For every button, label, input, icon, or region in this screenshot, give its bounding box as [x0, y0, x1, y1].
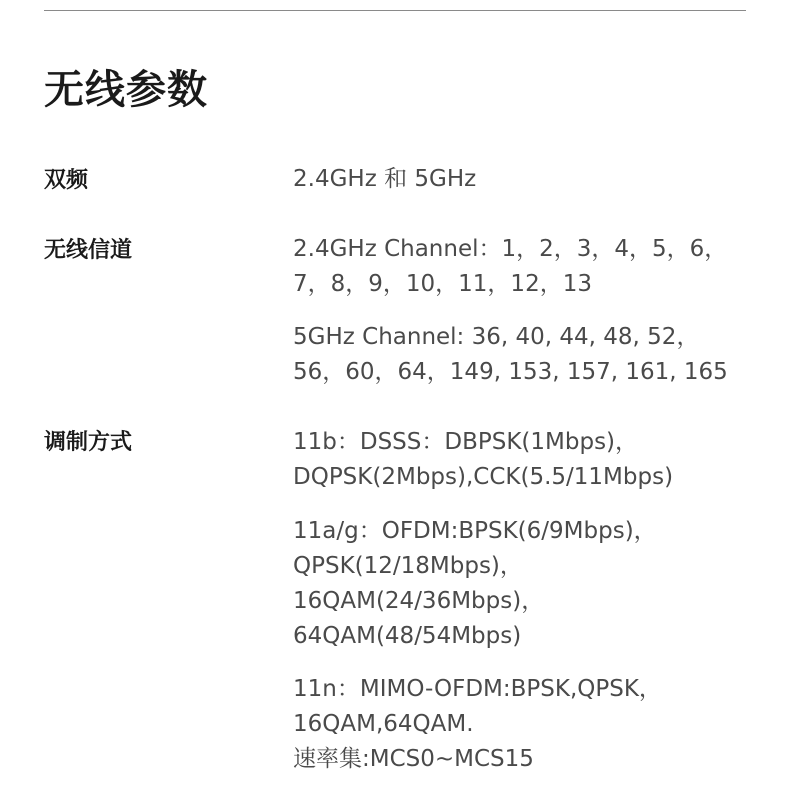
section-title: 无线参数 — [44, 67, 208, 113]
spec-value-modulation-11ag: 11a/g：OFDM:BPSK(6/9Mbps)， QPSK(12/18Mbps)， 16QAM(24/36Mbps)， 64QAM(48/54Mbps) — [293, 518, 657, 649]
spec-value-channel-2g: 2.4GHz Channel：1，2，3，4，5，6， 7，8，9，10，11，12，13 — [293, 236, 728, 297]
spec-label-dual-band: 双频 — [44, 168, 89, 193]
top-divider — [44, 10, 746, 11]
spec-value-dual-band: 2.4GHz 和 5GHz — [293, 166, 477, 192]
spec-label-modulation: 调制方式 — [44, 430, 133, 455]
spec-value-modulation-11n: 11n：MIMO-OFDM:BPSK,QPSK， 16QAM,64QAM. 速率集:MCS0~MCS15 — [293, 676, 662, 772]
spec-label-wireless-channel: 无线信道 — [44, 238, 133, 263]
spec-value-channel-5g: 5GHz Channel: 36, 40, 44, 48, 52， 56，60，64，149, 153, 157, 161, 165 — [293, 324, 728, 385]
spec-value-modulation-11b: 11b：DSSS：DBPSK(1Mbps)， DQPSK(2Mbps),CCK(5.5/11Mbps) — [293, 429, 674, 490]
